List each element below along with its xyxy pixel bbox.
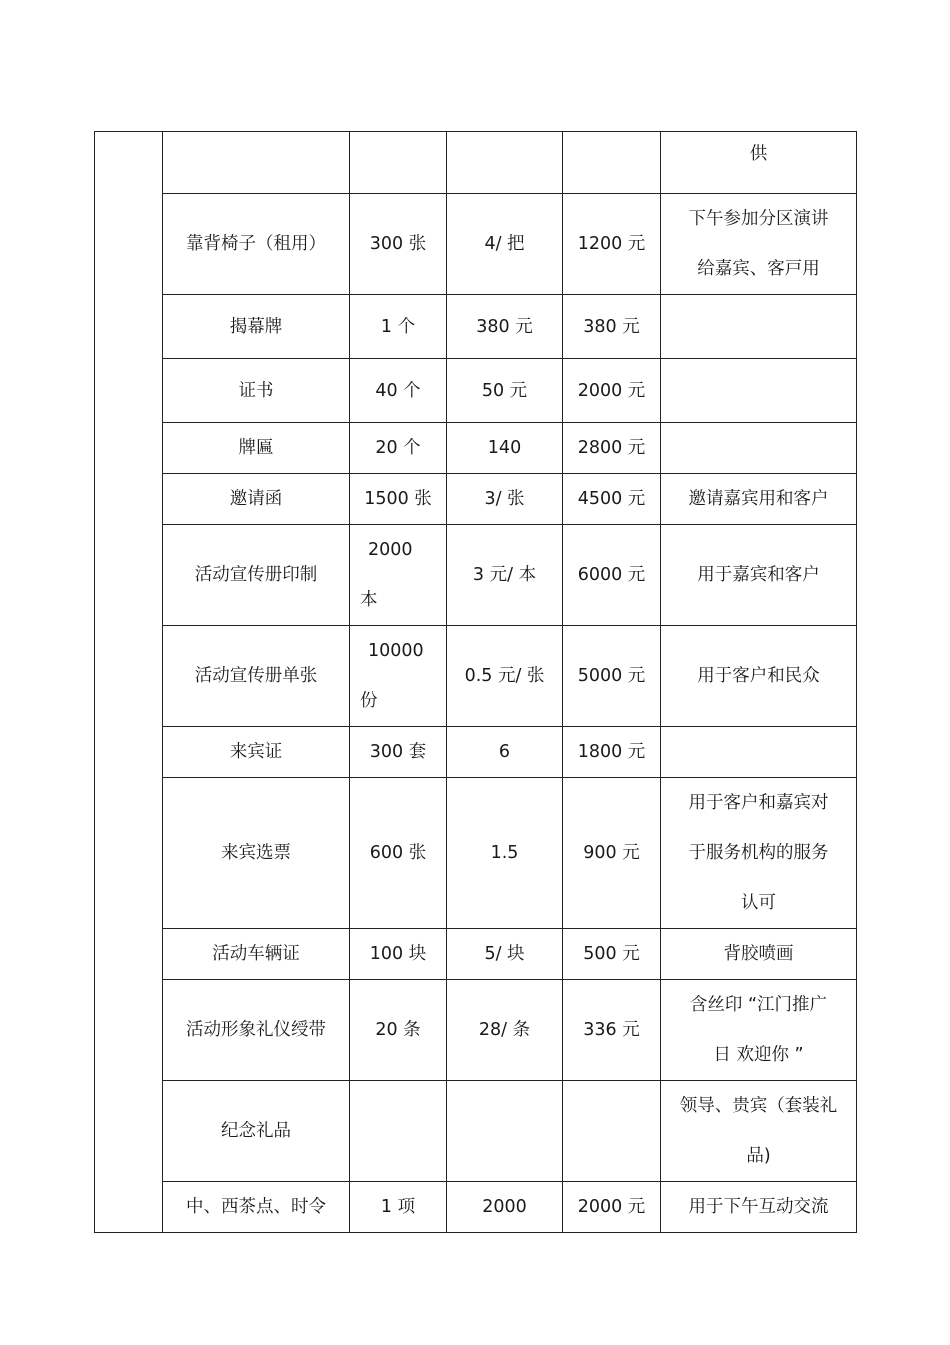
note-cell: 含丝印 “江门推广 日 欢迎你 ”: [661, 980, 857, 1081]
table-row: [95, 423, 857, 474]
budget-table: [94, 131, 857, 1233]
unit-price-cell: 380 元: [447, 295, 563, 359]
table-row: [95, 1182, 857, 1233]
note-cell: 邀请嘉宾用和客户: [661, 474, 857, 525]
unit-price-cell: [447, 132, 563, 194]
item-cell: 邀请函: [163, 474, 350, 525]
table-row: [95, 778, 857, 929]
item-cell: 活动形象礼仪绶带: [163, 980, 350, 1081]
qty-cell: 20 条: [350, 980, 447, 1081]
item-cell: 纪念礼品: [163, 1081, 350, 1182]
note-cell: [661, 727, 857, 778]
qty-cell: 1 个: [350, 295, 447, 359]
total-cell: 6000 元: [563, 525, 661, 626]
unit-price-cell: 1.5: [447, 778, 563, 929]
total-cell: 4500 元: [563, 474, 661, 525]
item-cell: 靠背椅子（租用）: [163, 194, 350, 295]
item-cell: 揭幕牌: [163, 295, 350, 359]
table-row: [95, 359, 857, 423]
item-cell: 活动宣传册单张: [163, 626, 350, 727]
table-row: [95, 727, 857, 778]
qty-cell: 1 项: [350, 1182, 447, 1233]
qty-cell: 300 套: [350, 727, 447, 778]
item-cell: 证书: [163, 359, 350, 423]
unit-price-cell: 2000: [447, 1182, 563, 1233]
table-row: [95, 132, 857, 194]
table-row: [95, 1081, 857, 1182]
note-cell: [661, 359, 857, 423]
qty-cell: 300 张: [350, 194, 447, 295]
item-cell: 来宾选票: [163, 778, 350, 929]
total-cell: 2000 元: [563, 1182, 661, 1233]
note-cell: 用于客户和民众: [661, 626, 857, 727]
qty-cell: [350, 1081, 447, 1182]
unit-price-cell: 3/ 张: [447, 474, 563, 525]
qty-cell: 10000 份: [350, 626, 447, 727]
note-cell: 用于下午互动交流: [661, 1182, 857, 1233]
note-cell: 供: [661, 132, 857, 194]
qty-cell: 40 个: [350, 359, 447, 423]
table-row: [95, 525, 857, 626]
table-row: [95, 194, 857, 295]
category-cell: [95, 132, 163, 1233]
item-cell: [163, 132, 350, 194]
table-row: [95, 474, 857, 525]
unit-price-cell: 0.5 元/ 张: [447, 626, 563, 727]
total-cell: 500 元: [563, 929, 661, 980]
unit-price-cell: 5/ 块: [447, 929, 563, 980]
item-cell: 活动宣传册印制: [163, 525, 350, 626]
item-cell: 中、西茶点、时令: [163, 1182, 350, 1233]
note-cell: 下午参加分区演讲 给嘉宾、客戸用: [661, 194, 857, 295]
total-cell: 380 元: [563, 295, 661, 359]
unit-price-cell: 6: [447, 727, 563, 778]
unit-price-cell: 50 元: [447, 359, 563, 423]
total-cell: [563, 132, 661, 194]
total-cell: [563, 1081, 661, 1182]
unit-price-cell: 4/ 把: [447, 194, 563, 295]
table-row: [95, 295, 857, 359]
total-cell: 2800 元: [563, 423, 661, 474]
qty-cell: 1500 张: [350, 474, 447, 525]
unit-price-cell: 140: [447, 423, 563, 474]
qty-cell: 2000 本: [350, 525, 447, 626]
qty-cell: 20 个: [350, 423, 447, 474]
total-cell: 1800 元: [563, 727, 661, 778]
note-cell: [661, 423, 857, 474]
total-cell: 2000 元: [563, 359, 661, 423]
item-cell: 活动车辆证: [163, 929, 350, 980]
table-row: [95, 626, 857, 727]
item-cell: 牌匾: [163, 423, 350, 474]
note-cell: 领导、贵宾（套装礼 品): [661, 1081, 857, 1182]
total-cell: 336 元: [563, 980, 661, 1081]
qty-cell: 100 块: [350, 929, 447, 980]
total-cell: 1200 元: [563, 194, 661, 295]
table-row: [95, 929, 857, 980]
note-cell: 背胶喷画: [661, 929, 857, 980]
total-cell: 900 元: [563, 778, 661, 929]
note-cell: [661, 295, 857, 359]
unit-price-cell: 28/ 条: [447, 980, 563, 1081]
item-cell: 来宾证: [163, 727, 350, 778]
total-cell: 5000 元: [563, 626, 661, 727]
note-cell: 用于嘉宾和客户: [661, 525, 857, 626]
unit-price-cell: [447, 1081, 563, 1182]
qty-cell: 600 张: [350, 778, 447, 929]
budget-table-container: [94, 131, 857, 1233]
table-row: [95, 980, 857, 1081]
qty-cell: [350, 132, 447, 194]
note-cell: 用于客户和嘉宾对 于服务机构的服务 认可: [661, 778, 857, 929]
unit-price-cell: 3 元/ 本: [447, 525, 563, 626]
